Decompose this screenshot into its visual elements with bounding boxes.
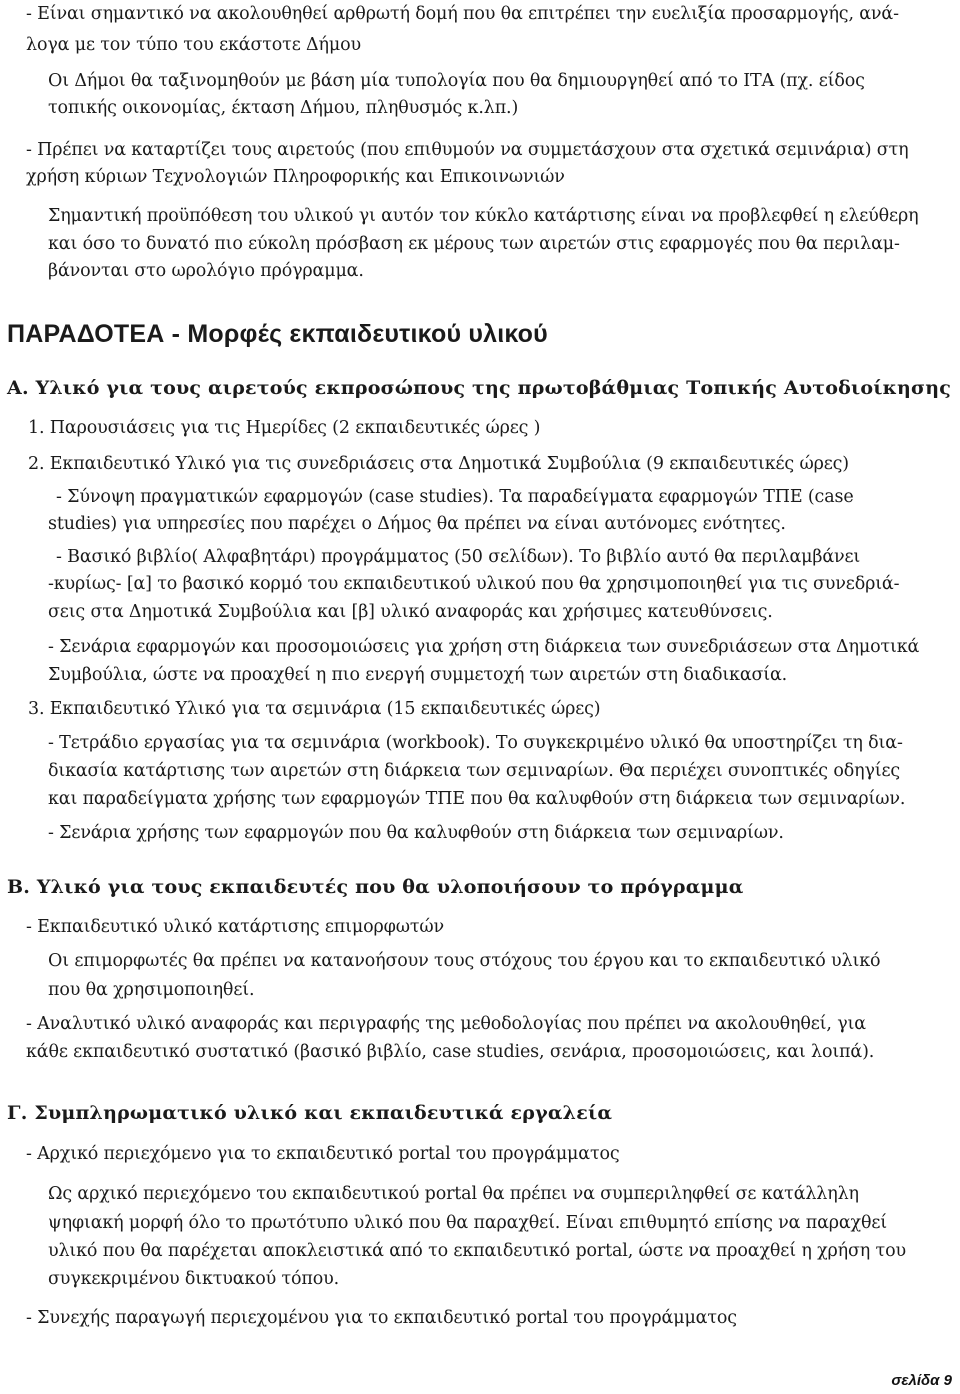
- text-line: - Τετράδιο εργασίας για τα σεμινάρια (workbook). Το συγκεκριμένο υλικό θα υποστηρίζει τη δια-: [48, 733, 903, 753]
- text-line: σεις στα Δημοτικά Συμβούλια και [β] υλικό αναφοράς και χρήσιμες κατευθύνσεις.: [48, 602, 773, 622]
- text-line: - Σενάρια εφαρμογών και προσομοιώσεις για χρήση στη διάρκεια των συνεδριάσεων στα Δημοτικά: [48, 637, 920, 657]
- text-line: χρήση κύριων Τεχνολογιών Πληροφορικής και Επικοινωνιών: [26, 167, 565, 187]
- text-line: Οι Δήμοι θα ταξινομηθούν με βάση μία τυπολογία που θα δημιουργηθεί από το ΙΤΑ (πχ. είδος: [48, 71, 865, 91]
- text-line: βάνονται στο ωρολόγιο πρόγραμμα.: [48, 261, 364, 281]
- text-line: και όσο το δυνατό πιο εύκολη πρόσβαση εκ μέρους των αιρετών στις εφαρμογές που θα περιλαμ-: [48, 234, 900, 254]
- text-line: υλικό που θα παρέχεται αποκλειστικά από το εκπαιδευτικό portal, ώστε να προαχθεί η χρήση του: [48, 1241, 906, 1261]
- subsection-title-c: Γ. Συμπληρωματικό υλικό και εκπαιδευτικά εργαλεία: [7, 1102, 613, 1124]
- list-item: - Συνεχής παραγωγή περιεχομένου για το εκπαιδευτικό portal του προγράμματος: [26, 1308, 737, 1328]
- text-line: - Σύνοψη πραγματικών εφαρμογών (case studies). Τα παραδείγματα εφαρμογών ΤΠΕ (case: [56, 487, 854, 507]
- text-line: ψηφιακή μορφή όλο το πρωτότυπο υλικό που θα παραχθεί. Είναι επιθυμητό επίσης να παραχθεί: [48, 1213, 888, 1233]
- list-item: - Αναλυτικό υλικό αναφοράς και περιγραφής της μεθοδολογίας που πρέπει να ακολουθηθεί, για: [26, 1014, 866, 1034]
- text-line: δικασία κατάρτισης των αιρετών στη διάρκεια των σεμιναρίων. Θα περιέχει συνοπτικές οδηγίες: [48, 761, 901, 781]
- subsection-title-a: Α. Υλικό για τους αιρετούς εκπροσώπους της πρωτοβάθμιας Τοπικής Αυτοδιοίκησης: [7, 377, 952, 399]
- text-line: κάθε εκπαιδευτικό συστατικό (βασικό βιβλίο, case studies, σενάρια, προσομοιώσεις, και λοιπά).: [26, 1042, 875, 1062]
- text-line: Σημαντική προϋπόθεση του υλικού γι αυτόν τον κύκλο κατάρτισης είναι να προβλεφθεί η ελεύθερη: [48, 206, 919, 226]
- section-title: ΠΑΡΑΔΟΤΕΑ - Μορφές εκπαιδευτικού υλικού: [7, 320, 548, 348]
- subsection-title-b: Β. Υλικό για τους εκπαιδευτές που θα υλοποιήσουν το πρόγραμμα: [7, 876, 744, 898]
- text-line: -κυρίως- [α] το βασικό κορμό του εκπαιδευτικού υλικού που θα χρησιμοποιηθεί για τις συνεδριά-: [48, 574, 900, 594]
- text-line: λογα με τον τύπο του εκάστοτε Δήμου: [26, 35, 361, 55]
- text-line: - Είναι σημαντικό να ακολουθηθεί αρθρωτή δομή που θα επιτρέπει την ευελιξία προσαρμογής, ανά-: [26, 4, 899, 24]
- text-line: - Βασικό βιβλίο( Αλφαβητάρι) προγράμματος (50 σελίδων). Το βιβλίο αυτό θα περιλαμβάνει: [56, 547, 861, 567]
- text-line: συγκεκριμένου δικτυακού τόπου.: [48, 1269, 340, 1289]
- list-item: 1. Παρουσιάσεις για τις Ημερίδες (2 εκπαιδευτικές ώρες ): [28, 418, 541, 438]
- page-number: σελίδα 9: [891, 1372, 952, 1389]
- list-item: 3. Εκπαιδευτικό Υλικό για τα σεμινάρια (15 εκπαιδευτικές ώρες): [28, 699, 601, 719]
- text-line: που θα χρησιμοποιηθεί.: [48, 980, 255, 1000]
- text-line: Οι επιμορφωτές θα πρέπει να κατανοήσουν τους στόχους του έργου και το εκπαιδευτικό υλικό: [48, 951, 881, 971]
- list-item: - Αρχικό περιεχόμενο για το εκπαιδευτικό portal του προγράμματος: [26, 1144, 620, 1164]
- text-line: Συμβούλια, ώστε να προαχθεί η πιο ενεργή συμμετοχή των αιρετών στη διαδικασία.: [48, 665, 788, 685]
- text-line: studies) για υπηρεσίες που παρέχει ο Δήμος θα πρέπει να είναι αυτόνομες ενότητες.: [48, 514, 786, 534]
- list-item: 2. Εκπαιδευτικό Υλικό για τις συνεδριάσεις στα Δημοτικά Συμβούλια (9 εκπαιδευτικές ώρες): [28, 454, 849, 474]
- text-line: - Σενάρια χρήσης των εφαρμογών που θα καλυφθούν στη διάρκεια των σεμιναρίων.: [48, 823, 784, 843]
- text-line: - Πρέπει να καταρτίζει τους αιρετούς (που επιθυμούν να συμμετάσχουν στα σχετικά σεμινάρια) στη: [26, 140, 909, 160]
- text-line: και παραδείγματα χρήσης των εφαρμογών ΤΠΕ που θα καλυφθούν στη διάρκεια των σεμιναρίων.: [48, 789, 906, 809]
- text-line: Ως αρχικό περιεχόμενο του εκπαιδευτικού portal θα πρέπει να συμπεριληφθεί σε κατάλληλη: [48, 1184, 859, 1204]
- text-line: τοπικής οικονομίας, έκταση Δήμου, πληθυσμός κ.λπ.): [48, 98, 519, 118]
- list-item: - Εκπαιδευτικό υλικό κατάρτισης επιμορφωτών: [26, 917, 444, 937]
